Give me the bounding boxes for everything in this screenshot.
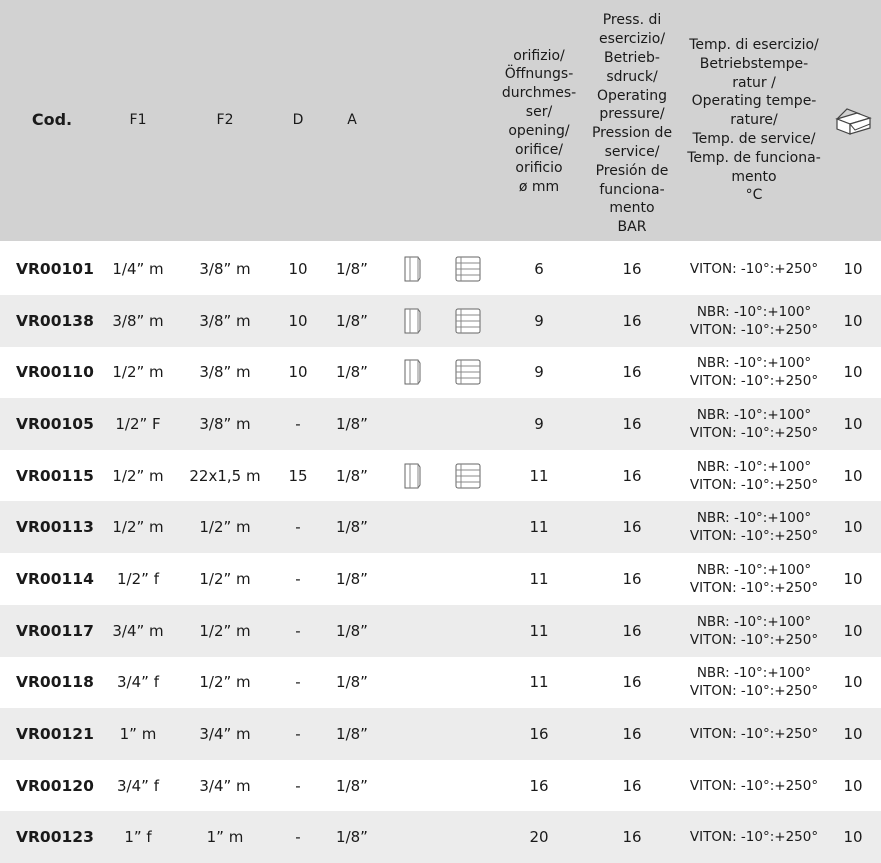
cell-temperature: NBR: -10°:+100° VITON: -10°:+250° — [689, 354, 819, 389]
cell-code: VR00114 — [16, 570, 94, 588]
cell-f2: 1/2” m — [199, 570, 251, 588]
hex-nut-side-icon — [448, 346, 488, 398]
cell-f1: 3/4” f — [117, 777, 159, 795]
cell-f2: 3/4” m — [199, 725, 251, 743]
cell-pack-qty: 10 — [843, 725, 863, 743]
cell-d: 10 — [288, 312, 308, 330]
header-orifice — [490, 0, 588, 241]
header-d: D — [292, 112, 304, 129]
cell-orifice: 20 — [529, 828, 549, 846]
cell-f2: 1” m — [206, 828, 244, 846]
cell-d: - — [295, 777, 301, 795]
cell-f1: 3/4” f — [117, 673, 159, 691]
table-row — [0, 811, 881, 863]
cell-pack-qty: 10 — [843, 828, 863, 846]
cell-temperature: NBR: -10°:+100° VITON: -10°:+250° — [689, 613, 819, 648]
cell-code: VR00123 — [16, 828, 94, 846]
hex-nut-side-icon — [448, 295, 488, 347]
table-row — [0, 656, 881, 708]
cell-pressure: 16 — [622, 312, 642, 330]
cell-temperature: NBR: -10°:+100° VITON: -10°:+250° — [689, 664, 819, 699]
table-row — [0, 760, 881, 812]
cell-temperature: VITON: -10°:+250° — [689, 260, 819, 277]
table-row — [0, 553, 881, 605]
hose-nipple-side-icon — [396, 346, 428, 398]
cell-code: VR00101 — [16, 260, 94, 278]
hose-nipple-side-icon — [396, 295, 428, 347]
hose-nipple-side-icon — [396, 243, 428, 295]
cell-pressure: 16 — [622, 363, 642, 381]
table-header — [0, 0, 881, 241]
table-row — [0, 605, 881, 657]
cell-temperature: NBR: -10°:+100° VITON: -10°:+250° — [689, 458, 819, 493]
cell-temperature: NBR: -10°:+100° VITON: -10°:+250° — [689, 509, 819, 544]
cell-orifice: 11 — [529, 570, 549, 588]
table-row — [0, 398, 881, 450]
table-row — [0, 295, 881, 347]
hex-nut-side-icon — [448, 243, 488, 295]
table-row — [0, 708, 881, 760]
cell-pack-qty: 10 — [843, 622, 863, 640]
cell-pressure: 16 — [622, 725, 642, 743]
cell-f2: 3/8” m — [199, 415, 251, 433]
cell-pack-qty: 10 — [843, 312, 863, 330]
cell-f1: 1” m — [119, 725, 157, 743]
cell-f1: 1/2” f — [117, 570, 159, 588]
package-box-icon — [832, 0, 874, 241]
cell-code: VR00115 — [16, 467, 94, 485]
header-pressure-text: Press. di esercizio/ Betrieb- sdruck/ Operating pressure/ Pression de service/ Presión de funciona- mento BAR — [591, 12, 673, 236]
cell-a: 1/8” — [336, 673, 368, 691]
cell-f1: 1/2” m — [112, 518, 164, 536]
cell-orifice: 16 — [529, 777, 549, 795]
cell-pack-qty: 10 — [843, 777, 863, 795]
cell-a: 1/8” — [336, 777, 368, 795]
cell-orifice: 11 — [529, 518, 549, 536]
cell-pressure: 16 — [622, 415, 642, 433]
table-row — [0, 243, 881, 295]
cell-orifice: 9 — [534, 312, 544, 330]
header-a: A — [347, 112, 357, 129]
cell-pressure: 16 — [622, 467, 642, 485]
cell-code: VR00110 — [16, 363, 94, 381]
cell-f1: 1” f — [124, 828, 152, 846]
cell-d: 10 — [288, 363, 308, 381]
cell-d: - — [295, 622, 301, 640]
cell-orifice: 16 — [529, 725, 549, 743]
cell-d: - — [295, 725, 301, 743]
cell-pressure: 16 — [622, 518, 642, 536]
cell-code: VR00105 — [16, 415, 94, 433]
cell-orifice: 9 — [534, 363, 544, 381]
cell-pressure: 16 — [622, 260, 642, 278]
cell-d: - — [295, 828, 301, 846]
cell-f2: 1/2” m — [199, 673, 251, 691]
cell-orifice: 6 — [534, 260, 544, 278]
cell-f2: 1/2” m — [199, 622, 251, 640]
cell-f2: 3/8” m — [199, 312, 251, 330]
table-row — [0, 450, 881, 502]
cell-f2: 1/2” m — [199, 518, 251, 536]
cell-d: - — [295, 415, 301, 433]
cell-d: 10 — [288, 260, 308, 278]
cell-f1: 1/4” m — [112, 260, 164, 278]
cell-a: 1/8” — [336, 260, 368, 278]
header-temperature-text: Temp. di esercizio/ Betriebstempe- ratur / Operating tempe- rature/ Temp. de service/ Temp. de funciona- mento °C — [687, 37, 821, 204]
cell-temperature: NBR: -10°:+100° VITON: -10°:+250° — [689, 406, 819, 441]
header-code: Cod. — [31, 110, 73, 130]
cell-orifice: 9 — [534, 415, 544, 433]
cell-code: VR00113 — [16, 518, 94, 536]
cell-pack-qty: 10 — [843, 260, 863, 278]
cell-temperature: NBR: -10°:+100° VITON: -10°:+250° — [689, 561, 819, 596]
cell-code: VR00120 — [16, 777, 94, 795]
cell-pack-qty: 10 — [843, 570, 863, 588]
cell-pack-qty: 10 — [843, 673, 863, 691]
header-f1: F1 — [129, 112, 147, 129]
cell-pressure: 16 — [622, 570, 642, 588]
cell-pack-qty: 10 — [843, 415, 863, 433]
cell-temperature: VITON: -10°:+250° — [689, 828, 819, 845]
cell-d: - — [295, 570, 301, 588]
cell-f2: 3/8” m — [199, 363, 251, 381]
hose-nipple-side-icon — [396, 450, 428, 502]
cell-d: 15 — [288, 467, 308, 485]
cell-f1: 3/8” m — [112, 312, 164, 330]
cell-a: 1/8” — [336, 828, 368, 846]
table-row — [0, 501, 881, 553]
table-row — [0, 346, 881, 398]
cell-code: VR00118 — [16, 673, 94, 691]
cell-f1: 1/2” m — [112, 467, 164, 485]
cell-code: VR00138 — [16, 312, 94, 330]
header-temperature — [676, 0, 832, 241]
cell-f1: 3/4” m — [112, 622, 164, 640]
cell-f2: 3/4” m — [199, 777, 251, 795]
cell-pack-qty: 10 — [843, 467, 863, 485]
cell-f1: 1/2” m — [112, 363, 164, 381]
cell-pressure: 16 — [622, 673, 642, 691]
cell-a: 1/8” — [336, 467, 368, 485]
cell-code: VR00117 — [16, 622, 94, 640]
cell-a: 1/8” — [336, 363, 368, 381]
cell-f2: 3/8” m — [199, 260, 251, 278]
cell-d: - — [295, 673, 301, 691]
header-orifice-text: orifizio/ Öffnungs- durchmes- ser/ opening/ orifice/ orificio ø mm — [501, 47, 577, 196]
cell-code: VR00121 — [16, 725, 94, 743]
cell-a: 1/8” — [336, 415, 368, 433]
cell-a: 1/8” — [336, 518, 368, 536]
hex-nut-side-icon — [448, 450, 488, 502]
cell-temperature: NBR: -10°:+100° VITON: -10°:+250° — [689, 303, 819, 338]
cell-orifice: 11 — [529, 673, 549, 691]
cell-a: 1/8” — [336, 622, 368, 640]
cell-a: 1/8” — [336, 570, 368, 588]
cell-d: - — [295, 518, 301, 536]
cell-temperature: VITON: -10°:+250° — [689, 777, 819, 794]
cell-orifice: 11 — [529, 467, 549, 485]
cell-pack-qty: 10 — [843, 363, 863, 381]
cell-pressure: 16 — [622, 622, 642, 640]
cell-temperature: VITON: -10°:+250° — [689, 725, 819, 742]
header-pressure — [588, 0, 676, 241]
cell-a: 1/8” — [336, 725, 368, 743]
cell-a: 1/8” — [336, 312, 368, 330]
cell-f1: 1/2” F — [115, 415, 161, 433]
cell-pack-qty: 10 — [843, 518, 863, 536]
cell-pressure: 16 — [622, 828, 642, 846]
header-f2: F2 — [216, 112, 234, 129]
cell-orifice: 11 — [529, 622, 549, 640]
cell-f2: 22x1,5 m — [189, 467, 261, 485]
cell-pressure: 16 — [622, 777, 642, 795]
